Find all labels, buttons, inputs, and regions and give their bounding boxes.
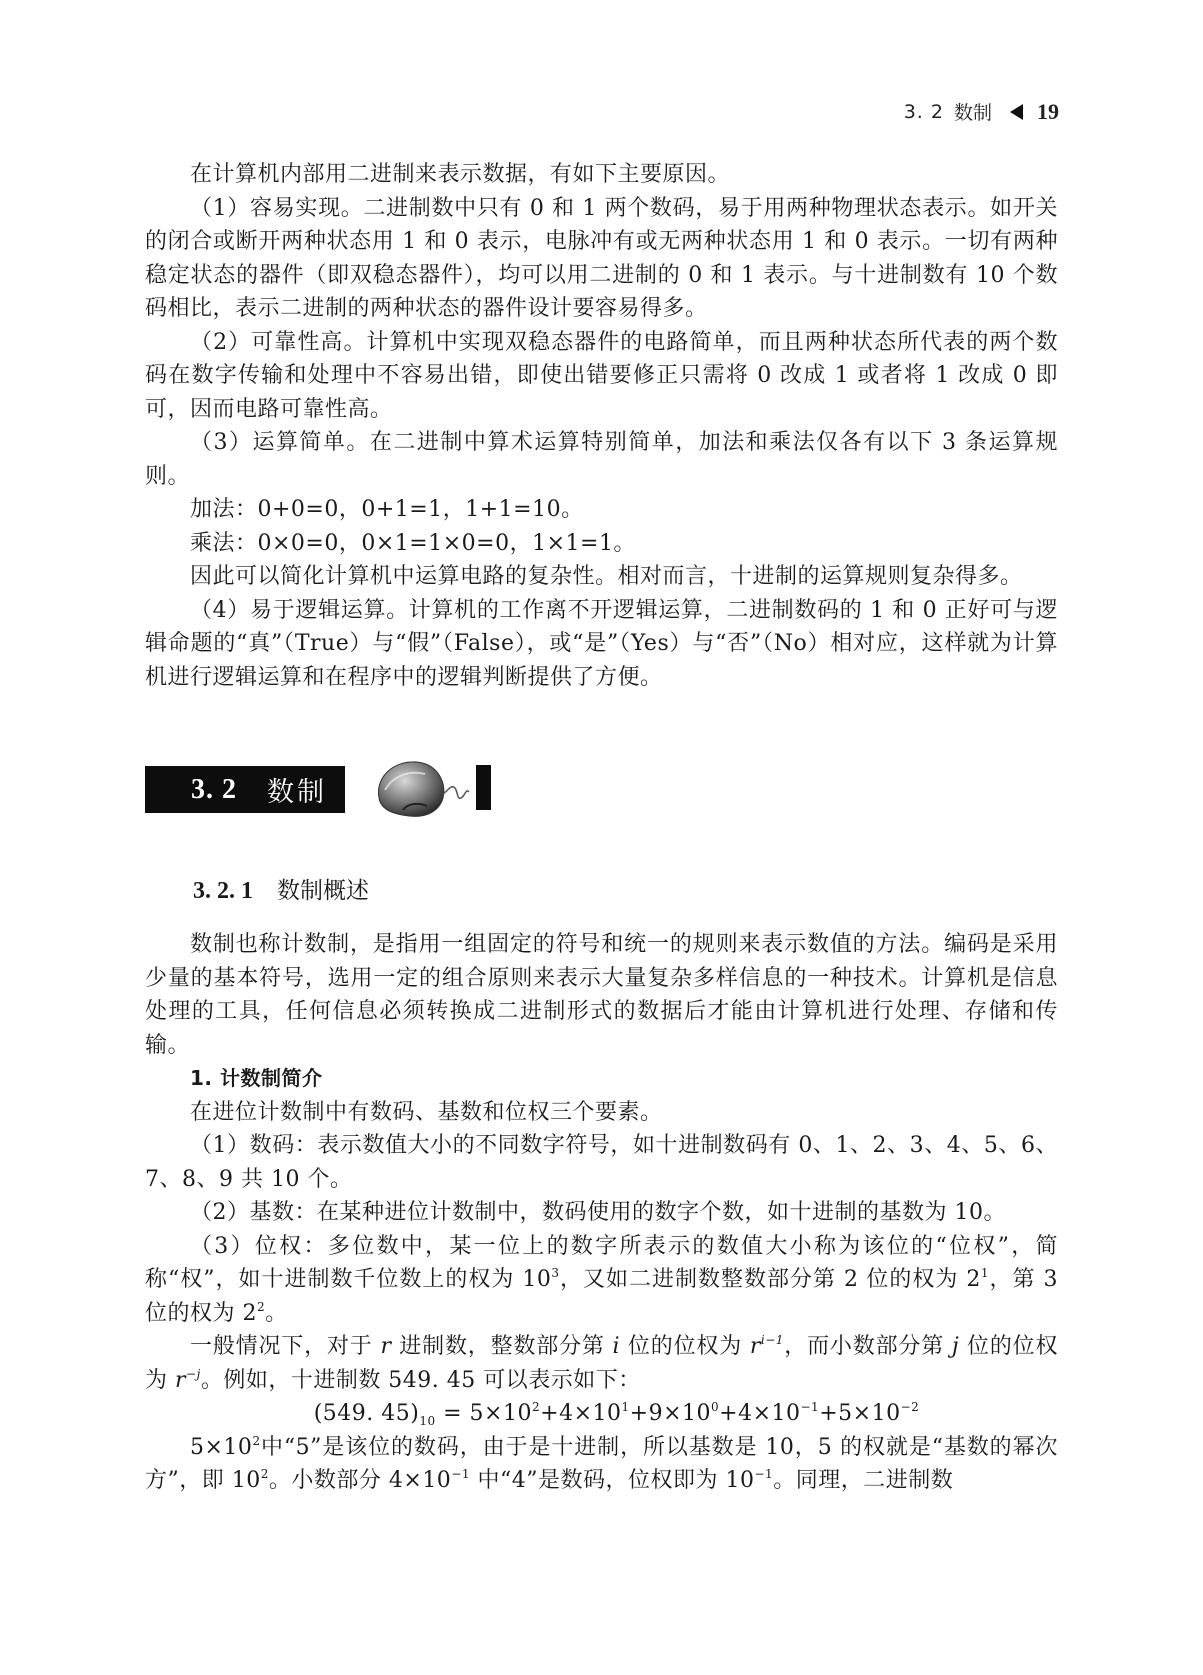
formula-549-45 [145,1397,1058,1431]
paragraph-general-weight [145,1330,1058,1397]
general-text-d: ，而小数部分第 [783,1334,952,1359]
paragraph-binary-reasons: 在计算机内部用二进制来表示数据，有如下主要原因。 [190,162,731,187]
weight-sup-a: 3 [551,1266,560,1280]
formula-exp-5: −2 [900,1400,920,1414]
explain-text-b: 中“5”是该位的数码，由于是十进制，所以基数是 10，5 的权就是“基数的幂次方”，即 10 [145,1434,1058,1493]
general-text-b: 进制数，整数部分第 [391,1334,613,1359]
formula-term-4: +4×10 [719,1401,801,1426]
general-text-a: 一般情况下，对于 [190,1334,381,1359]
explain-text-e: 。同理，二进制数 [773,1468,954,1493]
general-var-r2: r [749,1334,761,1359]
heading-counting-system-text: 1. 计数制简介 [190,1066,323,1090]
explain-sup-2: 2 [260,1467,269,1481]
formula-lhs-sub: 10 [419,1414,436,1428]
general-text-c: 位的位权为 [620,1334,750,1359]
explain-sup-1: 2 [252,1433,261,1448]
formula-term-1: = 5×10 [435,1401,532,1426]
paragraph-weight-explanation [145,1431,1058,1498]
weight-sup-c: 2 [257,1299,266,1314]
formula-term-3: +9×10 [629,1401,711,1426]
explain-sup-3: −1 [451,1467,471,1481]
section-banner-end-bar [476,765,491,810]
formula-lhs: (549. 45) [313,1401,420,1426]
general-text-e: 位的位权为 [145,1334,1058,1393]
paragraph-three-elements: 在进位计数制中有数码、基数和位权三个要素。 [190,1099,663,1125]
formula-exp-4: −1 [800,1400,820,1414]
paragraph-radix: （2）基数：在某种进位计数制中，数码使用的数字个数，如十进制的基数为 10。 [190,1200,1006,1225]
top-text-block [145,158,1058,694]
section-banner-number: 3. 2 [191,773,237,805]
section-banner-title: 数制 [267,777,327,808]
paragraph-digits: （1）数码：表示数值大小的不同数字符号，如十进制数码有 0、1、2、3、4、5、6、7、8、9 共 10 个。 [145,1133,1058,1192]
paragraph-simple-arithmetic: （3）运算简单。在二进制中算术运算特别简单，加法和乘法仅各有以下 3 条运算规则。 [145,430,1058,489]
heading-counting-system [145,1062,1058,1096]
paragraph-weight [145,1230,1058,1331]
page-number: 19 [1037,98,1059,124]
weight-text-b: ，又如二进制数整数部分第 2 位的权为 2 [559,1267,981,1292]
formula-exp-1: 2 [532,1400,541,1414]
general-var-j: j [951,1334,960,1359]
weight-sup-b: 1 [980,1266,990,1280]
formula-term-2: +4×10 [540,1401,622,1426]
header-section-title: 数制 [953,102,992,124]
general-var-r3: r [175,1367,187,1393]
general-var-i: i [612,1334,621,1359]
subsection-heading [193,872,369,905]
explain-text-c: 。小数部分 4×10 [268,1468,452,1493]
paragraph-complexity: 因此可以简化计算机中运算电路的复杂性。相对而言，十进制的运算规则复杂得多。 [190,564,1023,589]
header-section-number: 3. 2 [903,100,944,123]
weight-text-d: 。 [265,1300,288,1326]
subsection-title: 数制概述 [277,878,369,904]
general-text-f: 。例如，十进制数 549. 45 可以表示如下： [200,1367,641,1393]
computer-mouse-icon [373,754,473,820]
weight-text-a: （3）位权：多位数中，某一位上的数字所表示的数值大小称为该位的“位权”，简称“权”，如十进制数千位数上的权为 10 [145,1233,1058,1292]
paragraph-number-system-intro: 数制也称计数制，是指用一组固定的符号和统一的规则来表示数值的方法。编码是采用少量的基本符号，选用一定的组合原则来表示大量复杂多样信息的一种技术。计算机是信息处理的工具，任何信息必须转换成二进制形式的数据后才能由计算机进行处理、存储和传输。 [145,932,1058,1058]
section-banner [145,766,345,813]
body-text-block [145,928,1058,1498]
formula-exp-3: 0 [711,1400,720,1414]
paragraph-reliability: （2）可靠性高。计算机中实现双稳态器件的电路简单，而且两种状态所代表的两个数码在数字传输和处理中不容易出错，即使出错要修正只需将 0 改成 1 或者将 1 改成 0 即可，因而电路可靠性高。 [145,329,1058,422]
explain-text-a: 5×10 [190,1434,253,1460]
running-header [904,98,1059,125]
general-sup-1: i−1 [760,1333,784,1347]
paragraph-addition-rules: 加法：0+0=0，0+1=1，1+1=10。 [190,497,584,522]
triangle-left-icon [1010,104,1023,120]
general-var-r1: r [380,1334,392,1359]
general-sup-2: −j [186,1366,201,1381]
formula-exp-2: 1 [621,1400,630,1414]
paragraph-multiplication-rules: 乘法：0×0=0，0×1=1×0=0，1×1=1。 [190,530,636,556]
subsection-number: 3. 2. 1 [193,878,253,904]
paragraph-easy-implement: （1）容易实现。二进制数中只有 0 和 1 两个数码，易于用两种物理状态表示。如开关的闭合或断开两种状态用 1 和 0 表示，电脉冲有或无两种状态用 1 和 0 表示。一切有两种稳定状态的器件（即双稳态器件），均可以用二进制的 0 和 1 表示。与十进制数有 10 个数码相比，表示二进制的两种状态的器件设计要容易得多。 [145,195,1058,321]
explain-text-d: 中“4”是数码，位权即为 10 [470,1468,755,1493]
explain-sup-4: −1 [754,1467,774,1481]
formula-term-5: +5×10 [819,1401,901,1426]
paragraph-logic: （4）易于逻辑运算。计算机的工作离不开逻辑运算，二进制数码的 1 和 0 正好可与逻辑命题的“真”（True）与“假”（False），或“是”（Yes）与“否”（No）相对应，这样就为计算机进行逻辑运算和在程序中的逻辑判断提供了方便。 [145,597,1058,690]
weight-text-c: ，第 3 位的权为 2 [145,1267,1058,1326]
